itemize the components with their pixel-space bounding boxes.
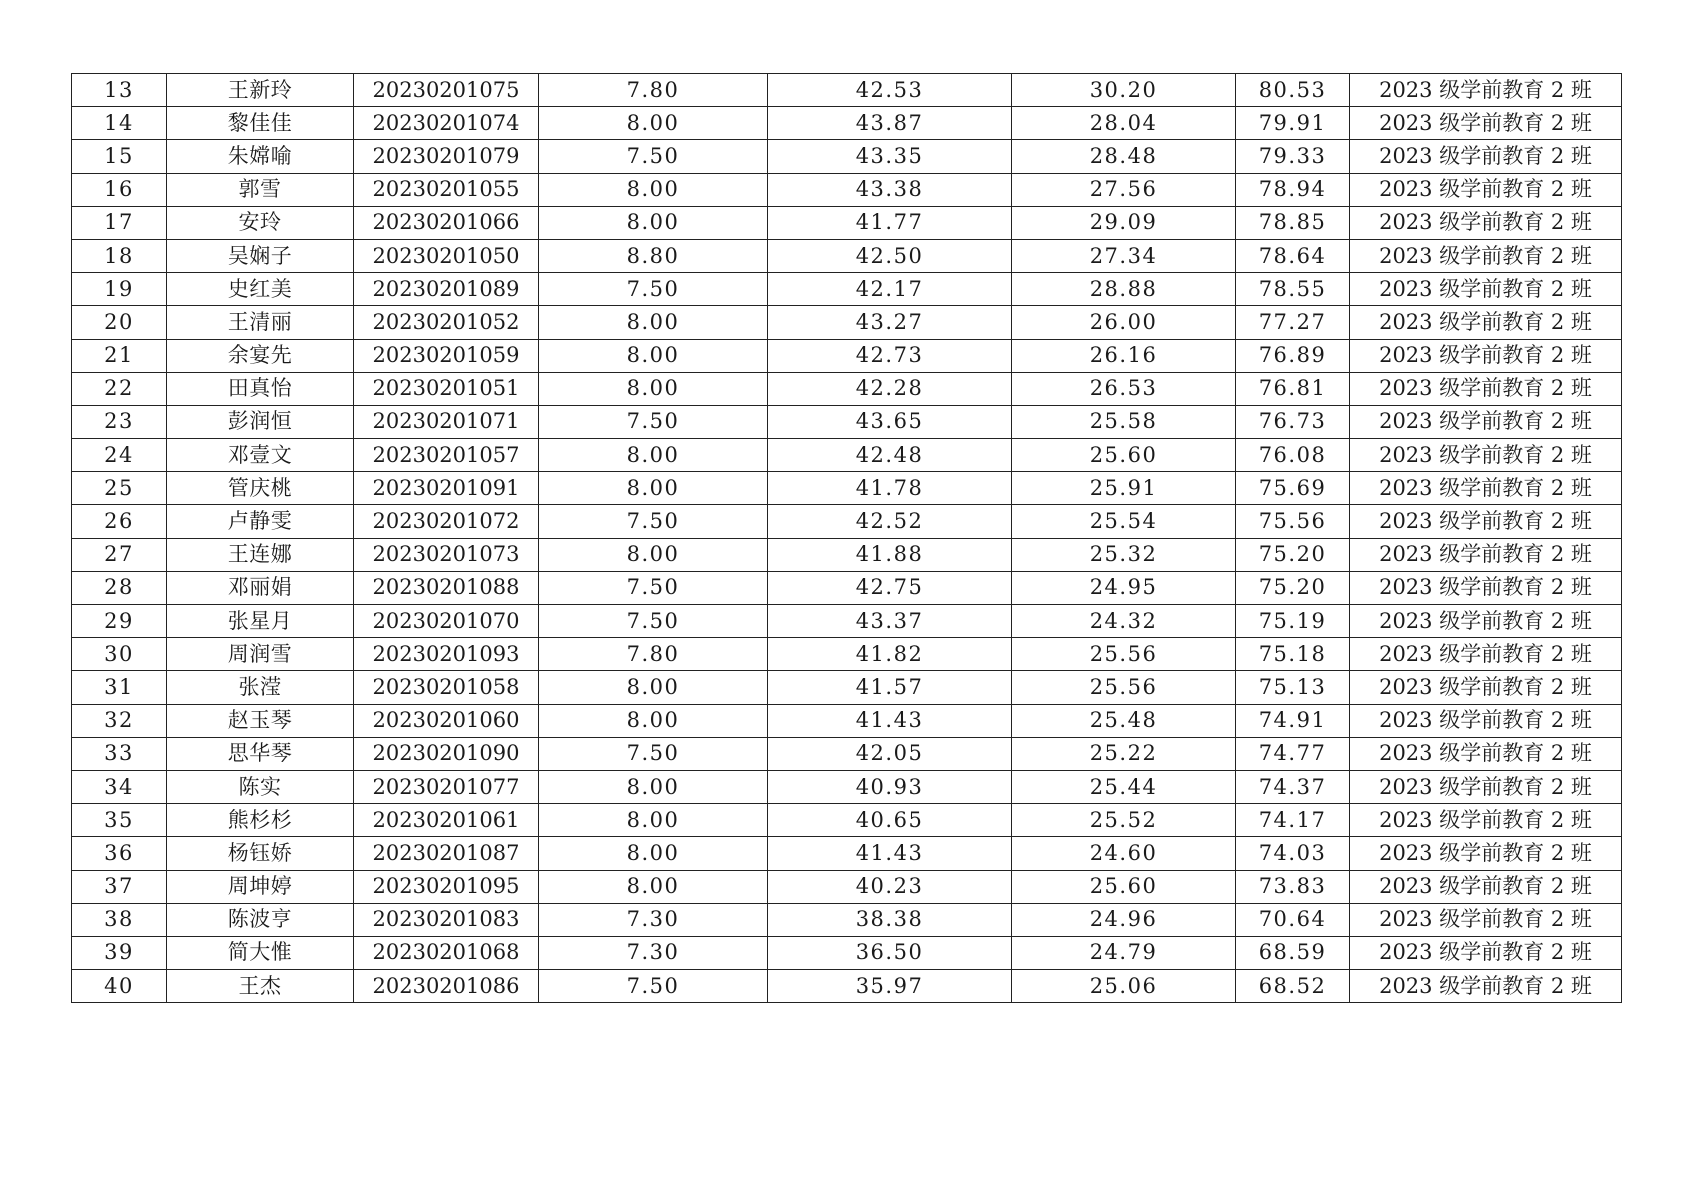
cell-score-3: 26.16 (1012, 339, 1236, 372)
cell-score-2: 42.48 (768, 439, 1012, 472)
cell-score-1: 7.50 (539, 605, 768, 638)
cell-rank: 13 (72, 74, 167, 107)
table-row (72, 936, 1622, 969)
cell-score-3: 27.34 (1012, 239, 1236, 272)
cell-rank: 20 (72, 306, 167, 339)
cell-class: 2023 级学前教育 2 班 (1350, 405, 1622, 438)
cell-score-2: 42.52 (768, 505, 1012, 538)
cell-score-1: 7.50 (539, 737, 768, 770)
cell-score-2: 41.82 (768, 638, 1012, 671)
cell-name: 周坤婷 (167, 870, 354, 903)
cell-rank: 32 (72, 704, 167, 737)
cell-rank: 35 (72, 804, 167, 837)
cell-rank: 28 (72, 571, 167, 604)
cell-score-1: 8.00 (539, 770, 768, 803)
cell-student-id: 20230201090 (354, 737, 539, 770)
cell-rank: 39 (72, 936, 167, 969)
cell-total: 79.91 (1236, 107, 1350, 140)
cell-student-id: 20230201074 (354, 107, 539, 140)
cell-total: 74.17 (1236, 804, 1350, 837)
cell-student-id: 20230201073 (354, 538, 539, 571)
cell-total: 76.08 (1236, 439, 1350, 472)
cell-total: 75.20 (1236, 538, 1350, 571)
cell-total: 74.03 (1236, 837, 1350, 870)
cell-score-3: 24.60 (1012, 837, 1236, 870)
cell-name: 郭雪 (167, 173, 354, 206)
cell-name: 陈波亨 (167, 903, 354, 936)
cell-student-id: 20230201079 (354, 140, 539, 173)
cell-score-1: 8.00 (539, 339, 768, 372)
table-row (72, 870, 1622, 903)
cell-score-2: 35.97 (768, 970, 1012, 1003)
cell-student-id: 20230201077 (354, 770, 539, 803)
cell-rank: 25 (72, 472, 167, 505)
cell-class: 2023 级学前教育 2 班 (1350, 936, 1622, 969)
cell-score-2: 40.65 (768, 804, 1012, 837)
cell-class: 2023 级学前教育 2 班 (1350, 472, 1622, 505)
cell-name: 黎佳佳 (167, 107, 354, 140)
cell-total: 78.85 (1236, 206, 1350, 239)
cell-class: 2023 级学前教育 2 班 (1350, 173, 1622, 206)
cell-class: 2023 级学前教育 2 班 (1350, 737, 1622, 770)
cell-name: 思华琴 (167, 737, 354, 770)
cell-score-3: 28.48 (1012, 140, 1236, 173)
cell-total: 79.33 (1236, 140, 1350, 173)
table-row (72, 107, 1622, 140)
cell-score-2: 41.78 (768, 472, 1012, 505)
cell-student-id: 20230201091 (354, 472, 539, 505)
cell-score-2: 42.73 (768, 339, 1012, 372)
cell-class: 2023 级学前教育 2 班 (1350, 704, 1622, 737)
cell-score-3: 24.32 (1012, 605, 1236, 638)
cell-rank: 23 (72, 405, 167, 438)
cell-score-3: 24.95 (1012, 571, 1236, 604)
cell-score-3: 30.20 (1012, 74, 1236, 107)
cell-score-2: 41.88 (768, 538, 1012, 571)
table-row (72, 372, 1622, 405)
cell-score-2: 42.17 (768, 273, 1012, 306)
cell-student-id: 20230201089 (354, 273, 539, 306)
cell-total: 68.52 (1236, 970, 1350, 1003)
cell-score-1: 7.30 (539, 903, 768, 936)
cell-score-2: 43.27 (768, 306, 1012, 339)
cell-student-id: 20230201070 (354, 605, 539, 638)
cell-name: 邓壹文 (167, 439, 354, 472)
cell-class: 2023 级学前教育 2 班 (1350, 837, 1622, 870)
cell-total: 68.59 (1236, 936, 1350, 969)
cell-score-2: 41.43 (768, 837, 1012, 870)
cell-student-id: 20230201075 (354, 74, 539, 107)
table-row (72, 538, 1622, 571)
cell-score-1: 8.00 (539, 837, 768, 870)
cell-total: 78.55 (1236, 273, 1350, 306)
cell-student-id: 20230201095 (354, 870, 539, 903)
cell-score-3: 25.56 (1012, 638, 1236, 671)
score-table (71, 73, 1622, 1003)
cell-rank: 18 (72, 239, 167, 272)
cell-class: 2023 级学前教育 2 班 (1350, 538, 1622, 571)
cell-score-1: 7.80 (539, 638, 768, 671)
table-row (72, 339, 1622, 372)
cell-score-2: 42.53 (768, 74, 1012, 107)
cell-score-3: 25.44 (1012, 770, 1236, 803)
cell-name: 王新玲 (167, 74, 354, 107)
cell-rank: 17 (72, 206, 167, 239)
cell-score-1: 8.00 (539, 107, 768, 140)
cell-score-3: 27.56 (1012, 173, 1236, 206)
cell-total: 70.64 (1236, 903, 1350, 936)
cell-rank: 29 (72, 605, 167, 638)
table-row (72, 970, 1622, 1003)
cell-score-2: 43.65 (768, 405, 1012, 438)
cell-score-3: 28.88 (1012, 273, 1236, 306)
cell-student-id: 20230201050 (354, 239, 539, 272)
cell-student-id: 20230201088 (354, 571, 539, 604)
cell-rank: 40 (72, 970, 167, 1003)
cell-class: 2023 级学前教育 2 班 (1350, 571, 1622, 604)
cell-score-3: 25.06 (1012, 970, 1236, 1003)
cell-name: 张星月 (167, 605, 354, 638)
cell-score-2: 42.75 (768, 571, 1012, 604)
cell-student-id: 20230201071 (354, 405, 539, 438)
cell-score-1: 7.50 (539, 505, 768, 538)
table-row (72, 671, 1622, 704)
table-row (72, 737, 1622, 770)
cell-class: 2023 级学前教育 2 班 (1350, 372, 1622, 405)
cell-total: 75.20 (1236, 571, 1350, 604)
cell-name: 彭润恒 (167, 405, 354, 438)
cell-score-3: 24.79 (1012, 936, 1236, 969)
cell-class: 2023 级学前教育 2 班 (1350, 770, 1622, 803)
cell-rank: 16 (72, 173, 167, 206)
cell-total: 76.73 (1236, 405, 1350, 438)
cell-score-3: 25.60 (1012, 870, 1236, 903)
cell-rank: 19 (72, 273, 167, 306)
cell-class: 2023 级学前教育 2 班 (1350, 239, 1622, 272)
cell-score-2: 43.37 (768, 605, 1012, 638)
table-row (72, 405, 1622, 438)
cell-name: 吴娴子 (167, 239, 354, 272)
cell-student-id: 20230201086 (354, 970, 539, 1003)
cell-score-1: 8.00 (539, 439, 768, 472)
cell-class: 2023 级学前教育 2 班 (1350, 306, 1622, 339)
cell-total: 78.94 (1236, 173, 1350, 206)
table-row (72, 74, 1622, 107)
cell-rank: 30 (72, 638, 167, 671)
cell-class: 2023 级学前教育 2 班 (1350, 74, 1622, 107)
cell-class: 2023 级学前教育 2 班 (1350, 804, 1622, 837)
cell-total: 76.81 (1236, 372, 1350, 405)
cell-name: 朱嫦喻 (167, 140, 354, 173)
cell-class: 2023 级学前教育 2 班 (1350, 605, 1622, 638)
cell-score-2: 38.38 (768, 903, 1012, 936)
table-row (72, 505, 1622, 538)
cell-class: 2023 级学前教育 2 班 (1350, 339, 1622, 372)
cell-score-2: 42.50 (768, 239, 1012, 272)
cell-score-1: 7.50 (539, 970, 768, 1003)
cell-score-3: 24.96 (1012, 903, 1236, 936)
table-row (72, 704, 1622, 737)
cell-name: 周润雪 (167, 638, 354, 671)
cell-name: 简大惟 (167, 936, 354, 969)
table-row (72, 571, 1622, 604)
cell-score-1: 8.00 (539, 704, 768, 737)
cell-total: 73.83 (1236, 870, 1350, 903)
cell-score-2: 42.05 (768, 737, 1012, 770)
cell-student-id: 20230201066 (354, 206, 539, 239)
cell-score-1: 7.50 (539, 140, 768, 173)
cell-student-id: 20230201051 (354, 372, 539, 405)
cell-score-2: 42.28 (768, 372, 1012, 405)
cell-class: 2023 级学前教育 2 班 (1350, 870, 1622, 903)
cell-student-id: 20230201059 (354, 339, 539, 372)
cell-student-id: 20230201052 (354, 306, 539, 339)
cell-student-id: 20230201060 (354, 704, 539, 737)
cell-score-1: 8.00 (539, 472, 768, 505)
cell-class: 2023 级学前教育 2 班 (1350, 140, 1622, 173)
cell-rank: 15 (72, 140, 167, 173)
cell-class: 2023 级学前教育 2 班 (1350, 107, 1622, 140)
cell-score-1: 8.00 (539, 372, 768, 405)
cell-rank: 34 (72, 770, 167, 803)
cell-total: 78.64 (1236, 239, 1350, 272)
cell-score-1: 7.30 (539, 936, 768, 969)
cell-name: 余宴先 (167, 339, 354, 372)
cell-score-2: 41.57 (768, 671, 1012, 704)
cell-score-1: 7.50 (539, 273, 768, 306)
cell-total: 75.56 (1236, 505, 1350, 538)
cell-rank: 24 (72, 439, 167, 472)
cell-class: 2023 级学前教育 2 班 (1350, 206, 1622, 239)
cell-score-3: 25.58 (1012, 405, 1236, 438)
cell-score-3: 29.09 (1012, 206, 1236, 239)
cell-rank: 27 (72, 538, 167, 571)
cell-total: 75.18 (1236, 638, 1350, 671)
cell-rank: 33 (72, 737, 167, 770)
table-row (72, 770, 1622, 803)
cell-rank: 14 (72, 107, 167, 140)
cell-score-2: 43.38 (768, 173, 1012, 206)
cell-score-3: 25.48 (1012, 704, 1236, 737)
cell-class: 2023 级学前教育 2 班 (1350, 970, 1622, 1003)
cell-name: 王杰 (167, 970, 354, 1003)
cell-class: 2023 级学前教育 2 班 (1350, 671, 1622, 704)
cell-class: 2023 级学前教育 2 班 (1350, 273, 1622, 306)
cell-score-1: 8.00 (539, 671, 768, 704)
cell-name: 田真怡 (167, 372, 354, 405)
table-row (72, 273, 1622, 306)
cell-score-2: 43.87 (768, 107, 1012, 140)
cell-student-id: 20230201068 (354, 936, 539, 969)
cell-student-id: 20230201072 (354, 505, 539, 538)
cell-rank: 37 (72, 870, 167, 903)
cell-class: 2023 级学前教育 2 班 (1350, 638, 1622, 671)
cell-name: 卢静雯 (167, 505, 354, 538)
cell-name: 邓丽娟 (167, 571, 354, 604)
cell-class: 2023 级学前教育 2 班 (1350, 505, 1622, 538)
cell-score-1: 7.80 (539, 74, 768, 107)
cell-score-3: 28.04 (1012, 107, 1236, 140)
cell-rank: 26 (72, 505, 167, 538)
cell-name: 陈实 (167, 770, 354, 803)
cell-score-3: 25.52 (1012, 804, 1236, 837)
cell-name: 王清丽 (167, 306, 354, 339)
cell-student-id: 20230201061 (354, 804, 539, 837)
cell-score-1: 8.00 (539, 804, 768, 837)
table-row (72, 239, 1622, 272)
cell-total: 74.37 (1236, 770, 1350, 803)
table-row (72, 173, 1622, 206)
cell-total: 75.19 (1236, 605, 1350, 638)
cell-score-2: 43.35 (768, 140, 1012, 173)
cell-name: 赵玉琴 (167, 704, 354, 737)
cell-score-1: 8.00 (539, 173, 768, 206)
cell-student-id: 20230201093 (354, 638, 539, 671)
table-body (72, 74, 1622, 1003)
cell-name: 安玲 (167, 206, 354, 239)
cell-name: 史红美 (167, 273, 354, 306)
cell-score-1: 8.80 (539, 239, 768, 272)
cell-score-1: 7.50 (539, 405, 768, 438)
cell-score-2: 41.43 (768, 704, 1012, 737)
cell-score-3: 25.56 (1012, 671, 1236, 704)
cell-score-1: 8.00 (539, 206, 768, 239)
cell-rank: 36 (72, 837, 167, 870)
cell-score-1: 8.00 (539, 870, 768, 903)
cell-total: 74.91 (1236, 704, 1350, 737)
table-row (72, 638, 1622, 671)
cell-score-2: 40.23 (768, 870, 1012, 903)
cell-student-id: 20230201083 (354, 903, 539, 936)
cell-total: 74.77 (1236, 737, 1350, 770)
table-row (72, 206, 1622, 239)
cell-class: 2023 级学前教育 2 班 (1350, 903, 1622, 936)
cell-score-3: 26.53 (1012, 372, 1236, 405)
cell-name: 王连娜 (167, 538, 354, 571)
cell-score-3: 25.32 (1012, 538, 1236, 571)
cell-score-2: 36.50 (768, 936, 1012, 969)
cell-name: 张滢 (167, 671, 354, 704)
cell-score-1: 7.50 (539, 571, 768, 604)
cell-total: 77.27 (1236, 306, 1350, 339)
cell-rank: 21 (72, 339, 167, 372)
cell-score-3: 25.91 (1012, 472, 1236, 505)
cell-student-id: 20230201055 (354, 173, 539, 206)
cell-score-3: 25.54 (1012, 505, 1236, 538)
cell-name: 杨钰娇 (167, 837, 354, 870)
cell-name: 熊杉杉 (167, 804, 354, 837)
table-row (72, 306, 1622, 339)
cell-score-3: 26.00 (1012, 306, 1236, 339)
table-row (72, 804, 1622, 837)
cell-score-3: 25.22 (1012, 737, 1236, 770)
table-row (72, 140, 1622, 173)
cell-student-id: 20230201087 (354, 837, 539, 870)
table-row (72, 472, 1622, 505)
cell-rank: 31 (72, 671, 167, 704)
table-row (72, 439, 1622, 472)
cell-total: 80.53 (1236, 74, 1350, 107)
cell-rank: 38 (72, 903, 167, 936)
table-row (72, 837, 1622, 870)
cell-score-2: 40.93 (768, 770, 1012, 803)
cell-score-1: 8.00 (539, 538, 768, 571)
cell-name: 管庆桃 (167, 472, 354, 505)
cell-total: 76.89 (1236, 339, 1350, 372)
cell-score-1: 8.00 (539, 306, 768, 339)
cell-student-id: 20230201057 (354, 439, 539, 472)
cell-class: 2023 级学前教育 2 班 (1350, 439, 1622, 472)
cell-score-2: 41.77 (768, 206, 1012, 239)
cell-rank: 22 (72, 372, 167, 405)
table-row (72, 605, 1622, 638)
cell-student-id: 20230201058 (354, 671, 539, 704)
table-row (72, 903, 1622, 936)
cell-total: 75.13 (1236, 671, 1350, 704)
cell-score-3: 25.60 (1012, 439, 1236, 472)
cell-total: 75.69 (1236, 472, 1350, 505)
